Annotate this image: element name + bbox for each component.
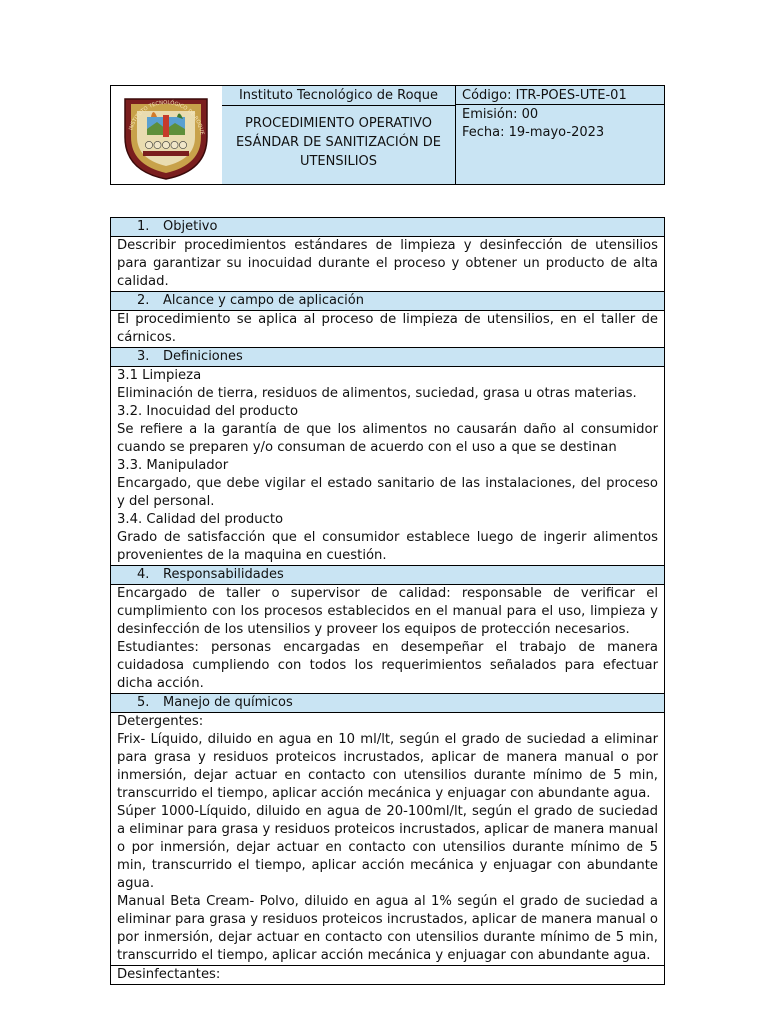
paragraph: Frix- Líquido, diluido en agua en 10 ml/lt, según el grado de suciedad a eliminar para grasa y residuos proteicos incrustados, aplicar de manera manual o por inmersión, dejar actuar en contacto con utensilios durante mínimo de 5 min, transcurrido el tiempo, aplicar acción mecánica y enjuagar con abundante agua.: [117, 732, 658, 801]
paragraph: Manual Beta Cream- Polvo, diluido en agua al 1% según el grado de suciedad a eliminar para grasa y residuos proteicos incrustados, aplicar de manera manual o por inmersión, dejar actuar en contacto con utensilios durante mínimo de 5 min, transcurrido el tiempo, aplicar acción mecánica y enjuagar con abundante agua.: [117, 894, 658, 963]
document-meta: [462, 106, 604, 142]
institute-seal-logo: [117, 89, 215, 181]
issue-date: Fecha: 19-mayo-2023: [462, 125, 605, 140]
paragraph: El procedimiento se aplica al proceso de limpieza de utensilios, en el taller de cárnicos.: [117, 312, 658, 345]
definition-text: Se refiere a la garantía de que los alimentos no causarán daño al consumidor cuando se preparen y/o consuman de acuerdo con el uso a que se destinan: [117, 422, 658, 455]
section-number: 2.: [137, 293, 150, 308]
section-title: Responsabilidades: [163, 567, 284, 582]
section-body-definiciones: [111, 367, 664, 566]
paragraph: Estudiantes: personas encargadas en desempeñar el trabajo de manera cuidadosa cumpliendo con todos los requerimientos señalados para efectuar dicha acción.: [117, 640, 658, 691]
section-title: Objetivo: [163, 219, 218, 234]
section-body-objetivo: [111, 237, 664, 292]
definition-term: 3.4. Calidad del producto: [117, 512, 284, 527]
logo-cell: [111, 86, 223, 184]
definition-text: Encargado, que debe vigilar el estado sanitario de las instalaciones, del proceso y del personal.: [117, 476, 658, 509]
title-cell: [222, 86, 456, 184]
section-title: Alcance y campo de aplicación: [163, 293, 364, 308]
section-number: 3.: [137, 349, 150, 364]
section-body-desinfectantes: [111, 966, 664, 984]
document-code: Código: ITR-POES-UTE-01: [456, 86, 664, 105]
definition-text: Eliminación de tierra, residuos de alimentos, suciedad, grasa u otras materias.: [117, 386, 637, 401]
procedure-title-line: UTENSILIOS: [299, 154, 378, 169]
section-header-definiciones: [111, 348, 664, 367]
definition-text: Grado de satisfacción que el consumidor establece luego de ingerir alimentos provenientes de la maquina en cuestión.: [117, 530, 658, 563]
seal-arc-text: INSTITUTO TECNOLÓGICO DE ROQUE: [128, 99, 205, 136]
section-header-quimicos: [111, 694, 664, 713]
definition-term: 3.3. Manipulador: [117, 458, 229, 473]
procedure-title-line: ESÁNDAR DE SANITIZACIÓN DE: [235, 135, 442, 150]
section-header-responsabilidades: [111, 566, 664, 585]
section-body-quimicos: [111, 713, 664, 966]
subheading: Detergentes:: [117, 714, 204, 729]
emission-number: Emisión: 00: [462, 107, 539, 122]
document-header: [110, 85, 665, 185]
section-header-objetivo: [111, 218, 664, 237]
section-body-responsabilidades: [111, 585, 664, 694]
procedure-title: [228, 114, 449, 171]
definition-term: 3.2. Inocuidad del producto: [117, 404, 299, 419]
section-body-alcance: [111, 311, 664, 348]
meta-cell: [456, 86, 664, 184]
subheading: Desinfectantes:: [117, 967, 221, 982]
section-title: Manejo de químicos: [163, 695, 293, 710]
procedure-title-line: PROCEDIMIENTO OPERATIVO: [245, 116, 432, 131]
paragraph: Encargado de taller o supervisor de calidad: responsable de verificar el cumplimiento con los procesos establecidos en el manual para el uso, limpieza y desinfección de los utensilios y proveer los equipos de protección necesarios.: [117, 586, 658, 637]
paragraph: Súper 1000-Líquido, diluido en agua de 20-100ml/lt, según el grado de suciedad a eliminar para grasa y residuos proteicos incrustados, aplicar de manera manual o por inmersión, dejar actuar en contacto con utensilios durante mínimo de 5 min, transcurrido el tiempo, aplicar acción mecánica y enjuagar con abundante agua.: [117, 804, 658, 891]
section-title: Definiciones: [163, 349, 243, 364]
section-header-alcance: [111, 292, 664, 311]
procedure-table: [110, 217, 665, 985]
section-number: 5.: [137, 695, 150, 710]
section-number: 1.: [137, 219, 150, 234]
section-number: 4.: [137, 567, 150, 582]
paragraph: Describir procedimientos estándares de limpieza y desinfección de utensilios para garantizar su inocuidad durante el proceso y obtener un producto de alta calidad.: [117, 238, 658, 289]
institute-name: Instituto Tecnológico de Roque: [222, 86, 455, 106]
definition-term: 3.1 Limpieza: [117, 368, 202, 383]
